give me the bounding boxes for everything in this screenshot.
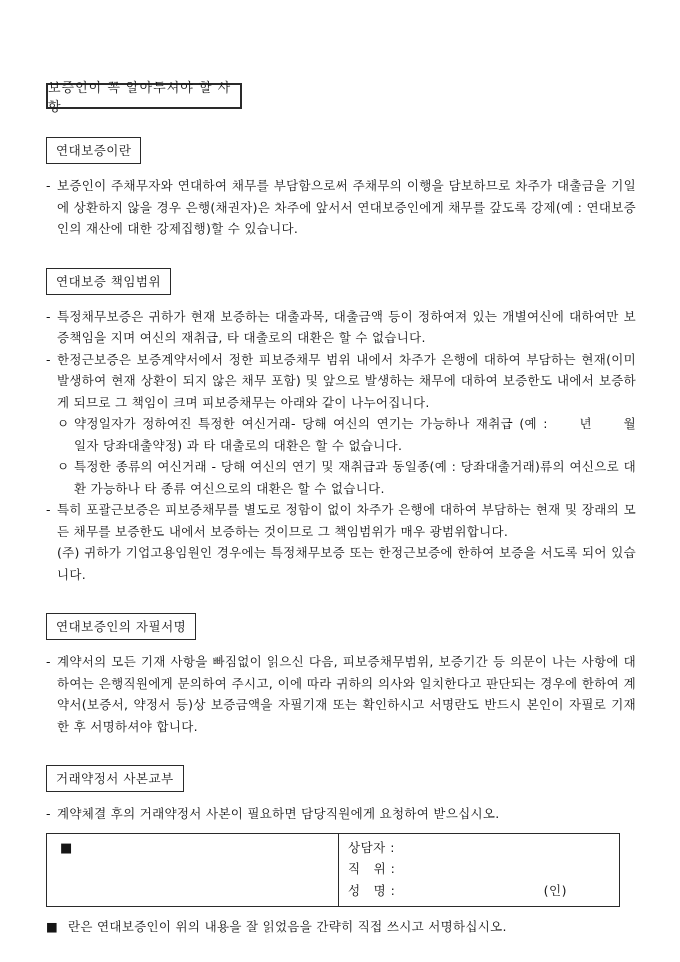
section-heading-box: [46, 137, 141, 164]
section-what-is-joint-surety: [46, 109, 636, 240]
field-label: 상담자 :: [348, 839, 395, 855]
circle-bullet: ㅇ: [57, 416, 70, 431]
paragraph-item: [46, 651, 636, 737]
section-heading-box: [46, 765, 184, 792]
note-item: [46, 542, 636, 585]
dash-bullet: -: [46, 308, 51, 324]
square-marker-icon: ■: [46, 918, 59, 934]
paragraph-text: 보증인이 주채무자와 연대하여 채무를 부담함으로써 주채무의 이행을 담보하므로 차주가 대출금을 기일에 상환하지 않을 경우 은행(채권자)은 차주에 앞서서 연대보증인에게 채무를 갚도록 강제(예 : 연대보증인의 재산에 대한 강제집행)할 수 있습니다.: [57, 178, 636, 236]
sub-item: [46, 413, 662, 456]
paragraph-item: [46, 306, 636, 349]
note-text: (주) 귀하가 기업고용임원인 경우에는 특정채무보증 또는 한정근보증에 한하여 보증을 서도록 되어 있습니다.: [57, 545, 636, 582]
section-heading: 연대보증인의 자필서명: [56, 619, 187, 634]
section-heading: 거래약정서 사본교부: [56, 771, 174, 786]
section-heading-box: [46, 268, 171, 295]
paragraph-text: 특히 포괄근보증은 피보증채무를 별도로 정함이 없이 차주가 은행에 대하여 부담하는 현재 및 장래의 모든 채무를 보증한도 내에서 보증하는 것이므로 그 책임범위가 매우 광범위합니다.: [57, 502, 636, 539]
paragraph-item: [46, 175, 636, 240]
document-title: 보증인이 꼭 알아두셔야 할 사항: [48, 81, 232, 115]
section-liability-scope: [46, 240, 662, 586]
dash-bullet: -: [46, 654, 51, 669]
document-title-box: [46, 81, 242, 115]
field-label: 성 명 :: [348, 883, 396, 899]
paragraph-text: 한정근보증은 보증계약서에서 정한 피보증채무 범위 내에서 차주가 은행에 대하여 부담하는 현재(이미 발생하여 현재 상환이 되지 않은 채무 포함) 및 앞으로 발생하는 채무에 대하여 보증한도 내에서 보증하게 되므로 그 책임이 크며 피보증채무는 아래와 같이 나누어집니다.: [57, 351, 636, 410]
sub-item-text: 특정한 종류의 여신거래 - 당해 여신의 연기 및 재취급과 동일종(예 : 당좌대출거래)류의 여신으로 대환 가능하나 타 종류 여신으로의 대환은 할 수 없습니다.: [74, 459, 636, 496]
paragraph-item: [46, 349, 636, 414]
sub-item-text: 약정일자가 정하여진 특정한 여신거래- 당해 여신의 연기는 가능하나 재취급 (예 : 년 월 일자 당좌대출약정) 과 타 대출로의 대환은 할 수 없습니다.: [74, 416, 662, 453]
dash-bullet: -: [46, 351, 51, 367]
paragraph-text: 계약서의 모든 기재 사항을 빠짐없이 읽으신 다음, 피보증채무범위, 보증기간 등 의문이 나는 사항에 대하여는 은행직원에게 문의하여 주시고, 이에 따라 귀하의 의사와 일치한다고 판단되는 경우에 한하여 계약서(보증서, 약정서 등)상 보증금액을 자필기재 또는 확인하시고 서명란도 반드시 본인이 자필로 기재한 후 서명하셔야 합니다.: [57, 654, 636, 734]
paragraph-item: [46, 499, 636, 542]
paragraph-item: [46, 803, 636, 825]
section-agreement-copy: [46, 737, 636, 825]
footer-note: [46, 916, 636, 937]
circle-bullet: ㅇ: [57, 459, 70, 474]
counselor-name-row: [348, 837, 619, 859]
section-heading: 연대보증 책임범위: [56, 273, 162, 289]
section-heading-box: [46, 613, 196, 640]
counselor-signature-row: [348, 880, 619, 902]
dash-bullet: -: [46, 806, 51, 821]
dash-bullet: -: [46, 178, 51, 193]
document-content: [46, 0, 662, 937]
field-label: 직 위 :: [348, 861, 396, 877]
section-handwritten-signature: [46, 585, 636, 737]
acknowledgement-write-cell: [47, 834, 339, 906]
footer-note-text: 란은 연대보증인이 위의 내용을 잘 읽었음을 간략히 직접 쓰시고 서명하십시오.: [68, 918, 507, 934]
section-heading: 연대보증이란: [56, 143, 132, 158]
sub-item: [46, 456, 636, 499]
square-marker-icon: ■: [60, 840, 73, 856]
paragraph-text: 특정채무보증은 귀하가 현재 보증하는 대출과목, 대출금액 등이 정하여져 있는 개별여신에 대하여만 보증책임을 지며 여신의 재취급, 타 대출로의 대환은 할 수 없습니다.: [57, 308, 636, 345]
counselor-position-row: [348, 858, 619, 880]
signature-table: [46, 833, 620, 907]
dash-bullet: -: [46, 502, 51, 517]
counselor-info-cell: [339, 834, 619, 906]
paragraph-text: 계약체결 후의 거래약정서 사본이 필요하면 담당직원에게 요청하여 받으십시오.: [57, 806, 500, 821]
seal-placeholder: (인): [543, 883, 567, 899]
